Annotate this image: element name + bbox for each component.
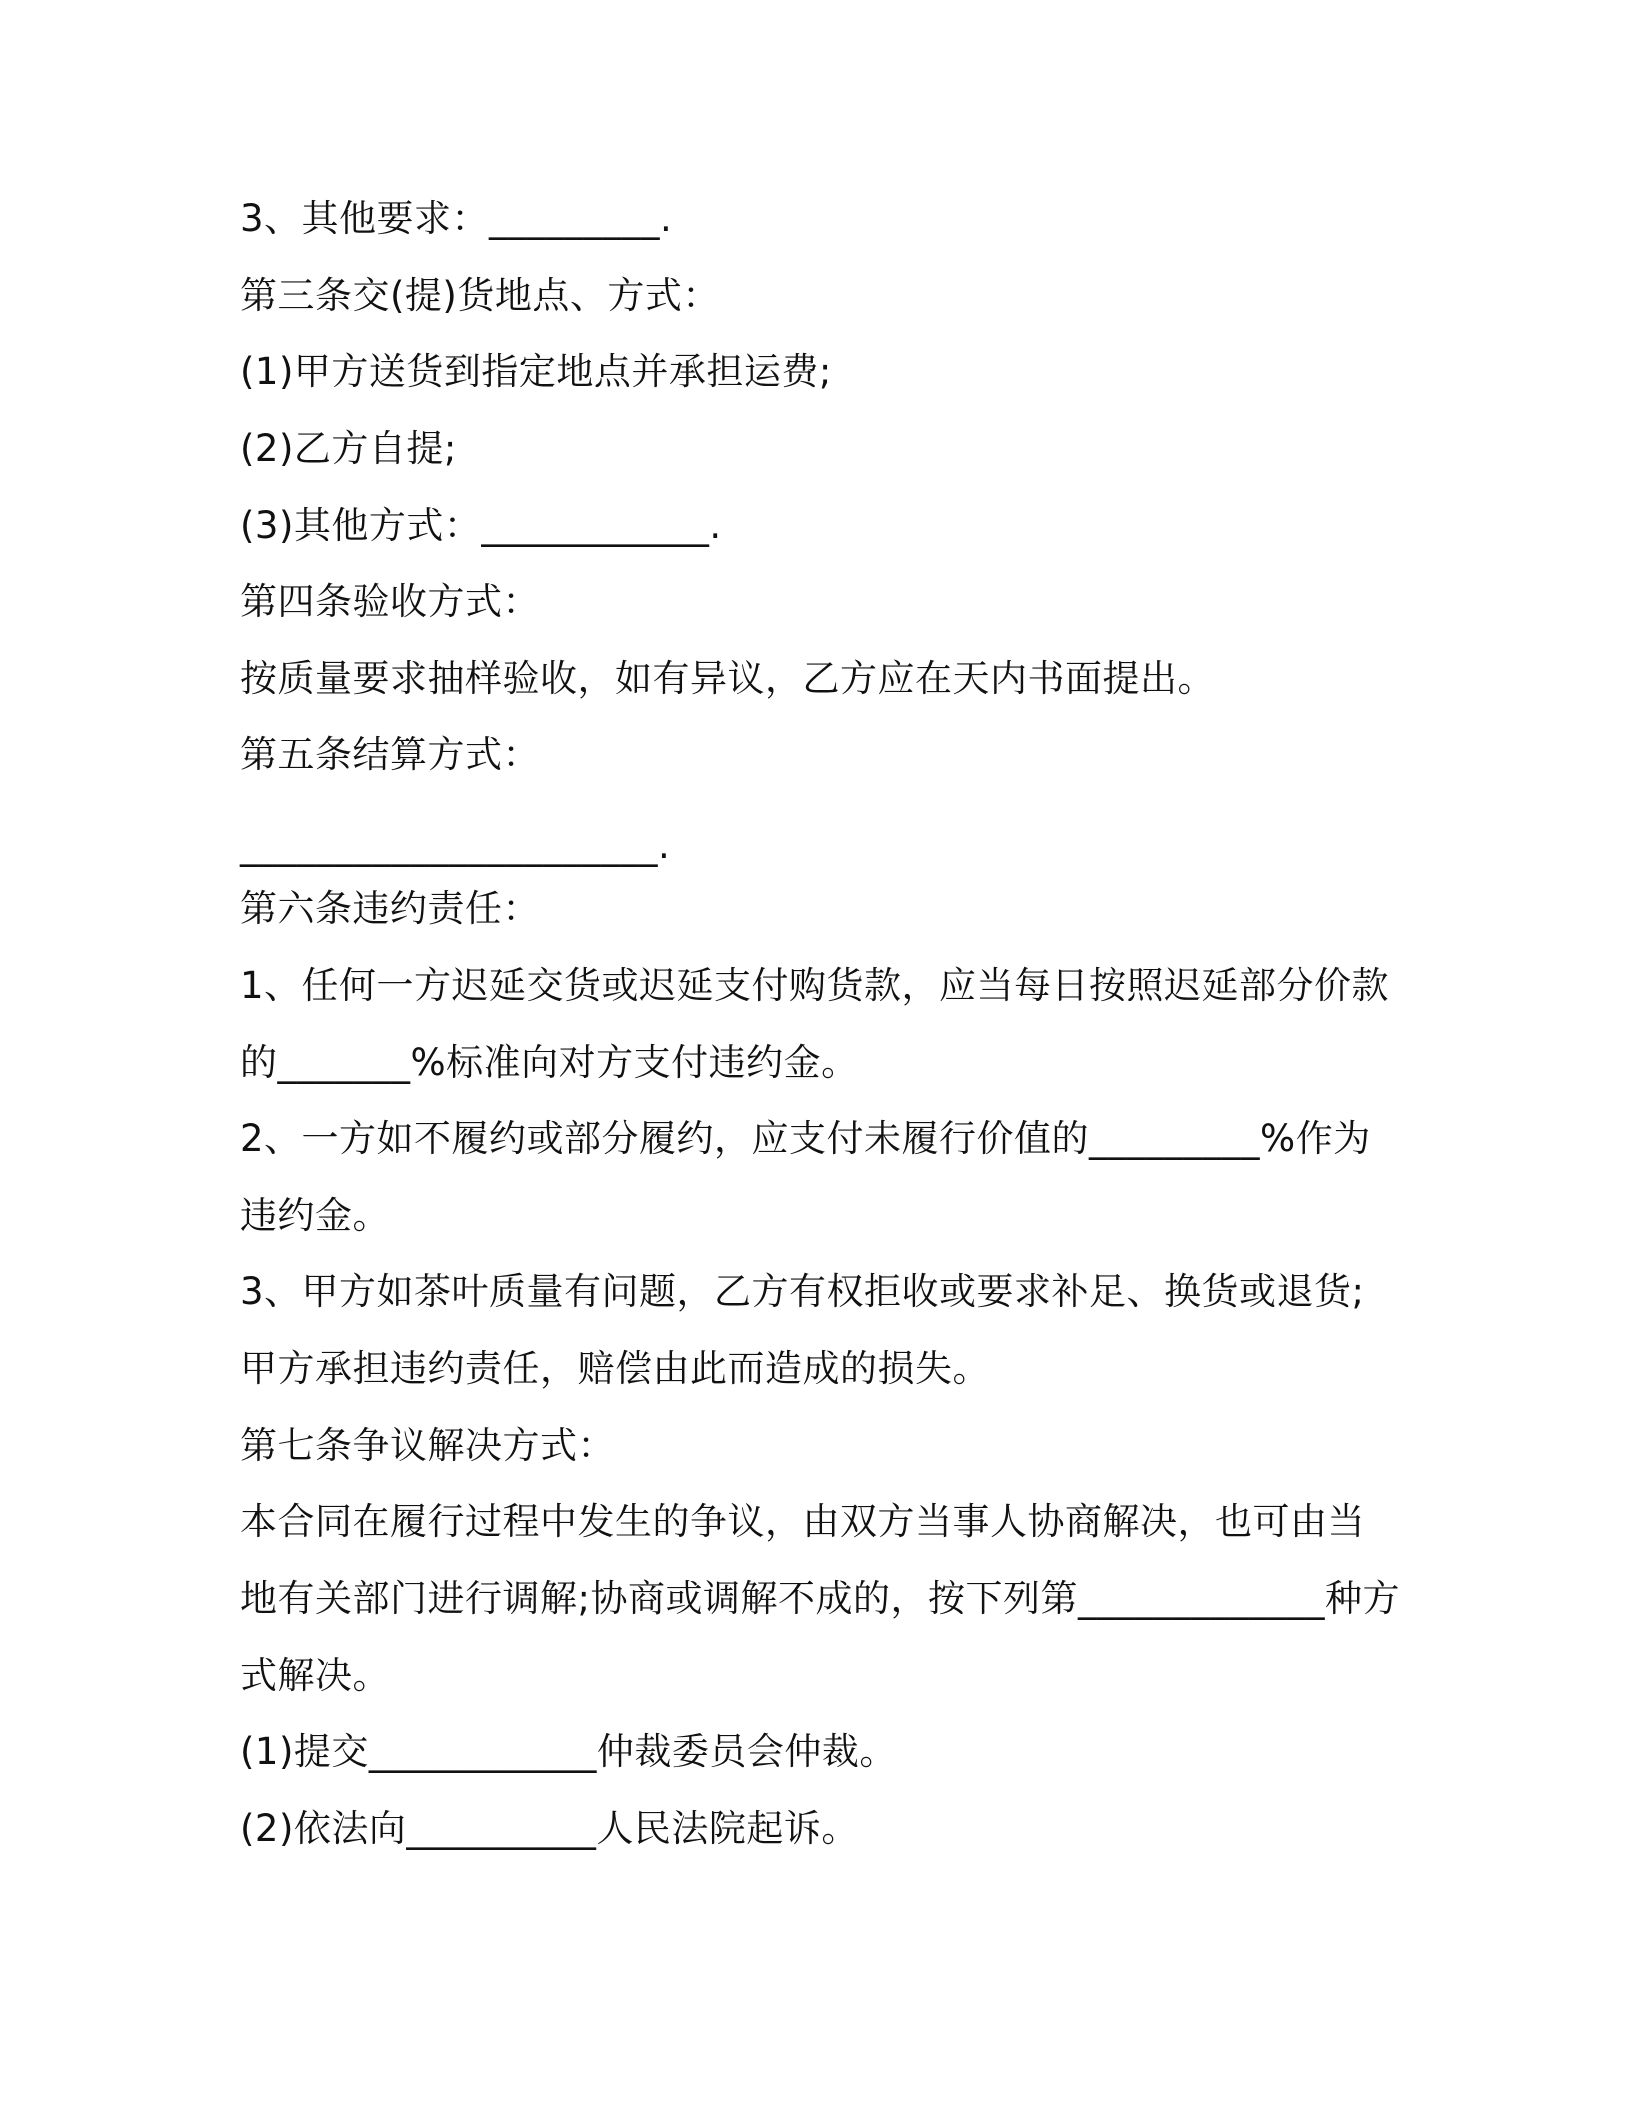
delivery-option-3: (3)其他方式：____________. (240, 504, 722, 547)
article-3-heading: 第三条交(提)货地点、方式： (240, 274, 720, 317)
liability-item-3-line-2: 甲方承担违约责任，赔偿由此而造成的损失。 (240, 1347, 990, 1390)
dispute-option-2: (2)依法向__________人民法院起诉。 (240, 1807, 859, 1850)
liability-item-2: 2、一方如不履约或部分履约，应支付未履行价值的_________%作为违约金。 (240, 1117, 1371, 1237)
article-7-heading: 第七条争议解决方式： (240, 1424, 615, 1467)
article-6-heading: 第六条违约责任： (240, 887, 540, 930)
article-5-heading: 第五条结算方式： (240, 733, 540, 776)
article-4-heading: 第四条验收方式： (240, 580, 540, 623)
settlement-blank: ______________________. (240, 824, 671, 867)
inspection-text: 按质量要求抽样验收，如有异议，乙方应在天内书面提出。 (240, 657, 1215, 700)
liability-item-1: 1、任何一方迟延交货或迟延支付购货款，应当每日按照迟延部分价款的_______%标准向对方支付违约金。 (240, 964, 1390, 1084)
liability-item-3-line-1: 3、甲方如茶叶质量有问题，乙方有权拒收或要求补足、换货或退货; (240, 1270, 1365, 1313)
item-3-other-requirements: 3、其他要求：_________. (240, 197, 673, 240)
dispute-option-1: (1)提交____________仲裁委员会仲裁。 (240, 1730, 897, 1773)
delivery-option-1: (1)甲方送货到指定地点并承担运费; (240, 350, 832, 393)
dispute-resolution-text: 本合同在履行过程中发生的争议，由双方当事人协商解决，也可由当地有关部门进行调解;协商或调解不成的，按下列第_____________种方式解决。 (240, 1500, 1400, 1697)
delivery-option-2: (2)乙方自提; (240, 427, 457, 470)
